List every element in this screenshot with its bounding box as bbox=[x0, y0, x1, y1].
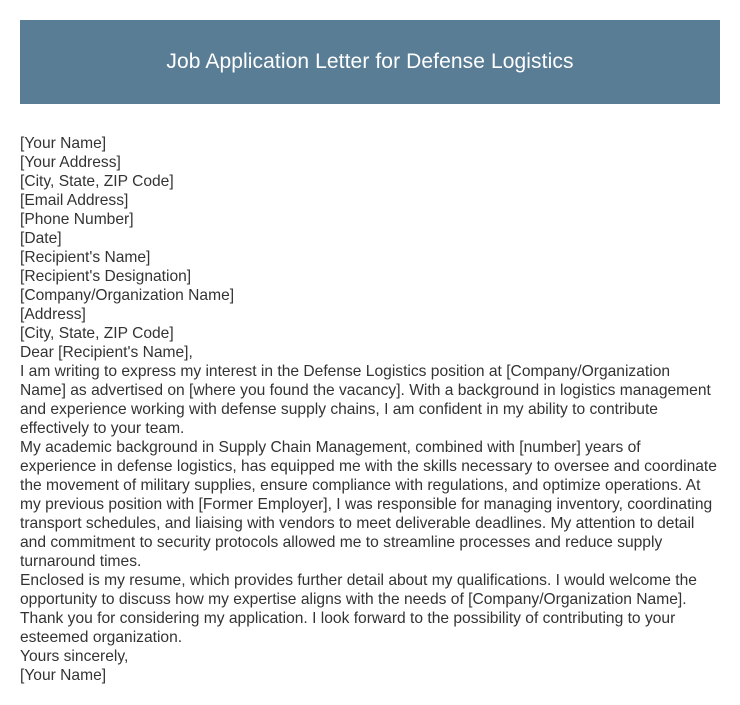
recipient-city-state-zip: [City, State, ZIP Code] bbox=[20, 325, 174, 342]
recipient-name: [Recipient's Name] bbox=[20, 249, 151, 266]
body-paragraph-intro: I am writing to express my interest in the Defense Logistics position at [Company/Organization Name] as advertised on [where you found the vacancy]. With a background in logistics management and experience working with defense supply chains, I am confident in my ability to contribute effectively to your team. bbox=[20, 363, 711, 437]
recipient-address: [Address] bbox=[20, 306, 86, 323]
closing: Yours sincerely, bbox=[20, 648, 129, 665]
salutation: Dear [Recipient's Name], bbox=[20, 344, 193, 361]
letter-date: [Date] bbox=[20, 230, 62, 247]
letter-body bbox=[20, 134, 720, 685]
sender-email: [Email Address] bbox=[20, 192, 129, 209]
body-paragraph-enclosure: Enclosed is my resume, which provides further detail about my qualifications. I would welcome the opportunity to discuss how my expertise aligns with the needs of [Company/Organization Name]. bbox=[20, 572, 697, 608]
sender-phone: [Phone Number] bbox=[20, 211, 134, 228]
signature: [Your Name] bbox=[20, 667, 107, 684]
body-paragraph-thanks: Thank you for considering my application. I look forward to the possibility of contributing to your esteemed organization. bbox=[20, 610, 676, 646]
recipient-organization: [Company/Organization Name] bbox=[20, 287, 235, 304]
recipient-designation: [Recipient's Designation] bbox=[20, 268, 192, 285]
page-header bbox=[20, 20, 720, 104]
page-title: Job Application Letter for Defense Logistics bbox=[166, 50, 574, 73]
sender-address: [Your Address] bbox=[20, 154, 121, 171]
sender-name: [Your Name] bbox=[20, 135, 107, 152]
sender-city-state-zip: [City, State, ZIP Code] bbox=[20, 173, 174, 190]
body-paragraph-experience: My academic background in Supply Chain Management, combined with [number] years of experience in defense logistics, has equipped me with the skills necessary to oversee and coordinate the movement of military supplies, ensure compliance with regulations, and optimize operations. At my previous position with [Former Employer], I was responsible for managing inventory, coordinating transport schedules, and liaising with vendors to meet deliverable deadlines. My attention to detail and commitment to security protocols allowed me to streamline processes and reduce supply turnaround times. bbox=[20, 439, 717, 570]
